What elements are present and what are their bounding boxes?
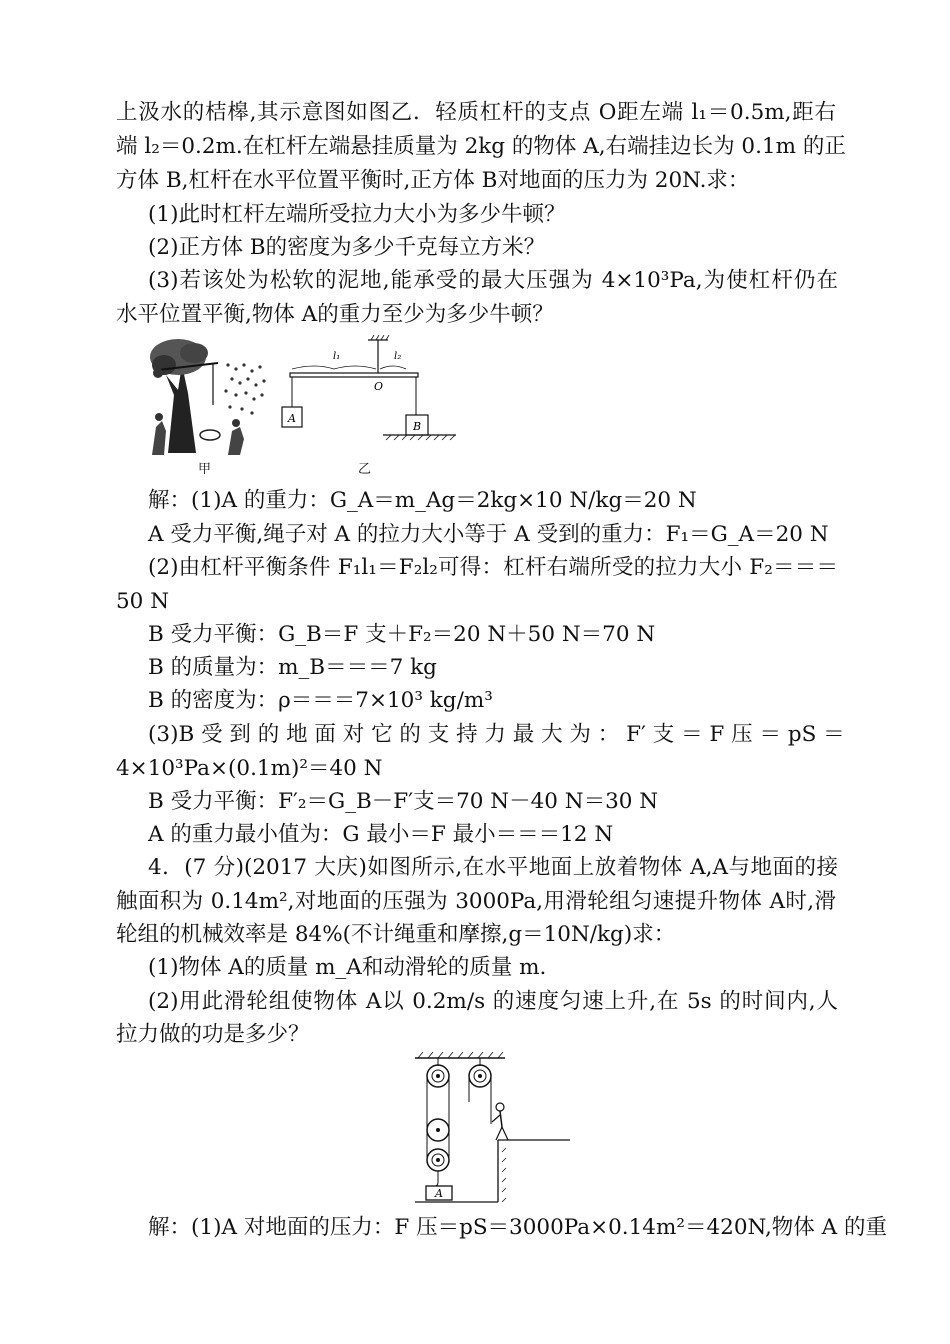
question-3: (3)若该处为松软的泥地,能承受的最大压强为 4×10³Pa,为使杠杆仍在: [148, 268, 838, 293]
solution-line: 4×10³Pa×(0.1m)²＝40 N: [116, 756, 383, 781]
solution-line: B 的质量为：m_B＝＝＝7 kg: [148, 655, 437, 680]
solution-line: B 的密度为：ρ＝＝＝7×10³ kg/m³: [148, 688, 493, 713]
problem4-question-1: (1)物体 A的质量 m_A和动滑轮的质量 m.: [148, 955, 547, 980]
problem4-solution-line: 解：(1)A 对地面的压力：F 压＝pS＝3000Pa×0.14m²＝420N,物体 A 的重: [148, 1215, 887, 1240]
figure-caption-jia: 甲: [198, 462, 212, 477]
label-A: A: [288, 412, 296, 425]
figure-caption-yi: 乙: [358, 462, 372, 477]
question-2: (2)正方体 B的密度为多少千克每立方米？: [148, 235, 546, 260]
problem3-line: 上汲水的桔槔,其示意图如图乙．轻质杠杆的支点 O距左端 l₁＝0.5m,距右: [116, 100, 836, 125]
solution-line: B 受力平衡：G_B＝F 支＋F₂＝20 N＋50 N＝70 N: [148, 622, 656, 647]
solution-line: (3)B 受 到 的 地 面 对 它 的 支 持 力 最 大 为 ： F′ 支 ＝ F 压 ＝ pS ＝: [148, 722, 845, 747]
label-B: B: [413, 420, 422, 433]
problem4-question-2: (2)用此滑轮组使物体 A以 0.2m/s 的速度匀速上升,在 5s 的时间内,人: [148, 989, 838, 1014]
label-l1: l₁: [333, 351, 341, 362]
problem4-question-2-cont: 拉力做的功是多少？: [116, 1022, 310, 1047]
problem4-line: 4．(7 分)(2017 大庆)如图所示,在水平地面上放着物体 A,A与地面的接: [148, 855, 838, 880]
solution-line: A 的重力最小值为：G 最小＝F 最小＝＝＝12 N: [148, 822, 614, 847]
problem3-line: 端 l₂＝0.2m.在杠杆左端悬挂质量为 2kg 的物体 A,右端挂边长为 0.1m 的正: [116, 134, 846, 159]
label-block-A: A: [435, 1187, 443, 1200]
pulley-system-diagram: [410, 1052, 575, 1210]
solution-line: A 受力平衡,绳子对 A 的拉力大小等于 A 受到的重力：F₁＝G_A＝20 N: [148, 522, 829, 547]
solution-line: (2)由杠杆平衡条件 F₁l₁＝F₂l₂可得：杠杆右端所受的拉力大小 F₂＝＝＝: [148, 555, 838, 580]
solution-line: 解：(1)A 的重力：G_A＝m_Ag＝2kg×10 N/kg＝20 N: [148, 488, 697, 513]
well-sweep-illustration: [148, 335, 268, 455]
solution-line: B 受力平衡：F′₂＝G_B－F′支＝70 N－40 N＝30 N: [148, 789, 659, 814]
problem4-line: 轮组的机械效率是 84%(不计绳重和摩擦,g＝10N/kg)求：: [116, 922, 676, 947]
problem3-line: 方体 B,杠杆在水平位置平衡时,正方体 B对地面的压力为 20N.求：: [116, 168, 750, 193]
lever-diagram: [278, 335, 458, 445]
label-l2: l₂: [394, 351, 402, 362]
label-pivot-O: O: [374, 380, 384, 393]
solution-line: 50 N: [116, 589, 170, 614]
question-3-cont: 水平位置平衡,物体 A的重力至少为多少牛顿？: [116, 302, 554, 327]
question-1: (1)此时杠杆左端所受拉力大小为多少牛顿？: [148, 202, 566, 227]
problem4-line: 触面积为 0.14m²,对地面的压强为 3000Pa,用滑轮组匀速提升物体 A时,滑: [116, 889, 836, 914]
